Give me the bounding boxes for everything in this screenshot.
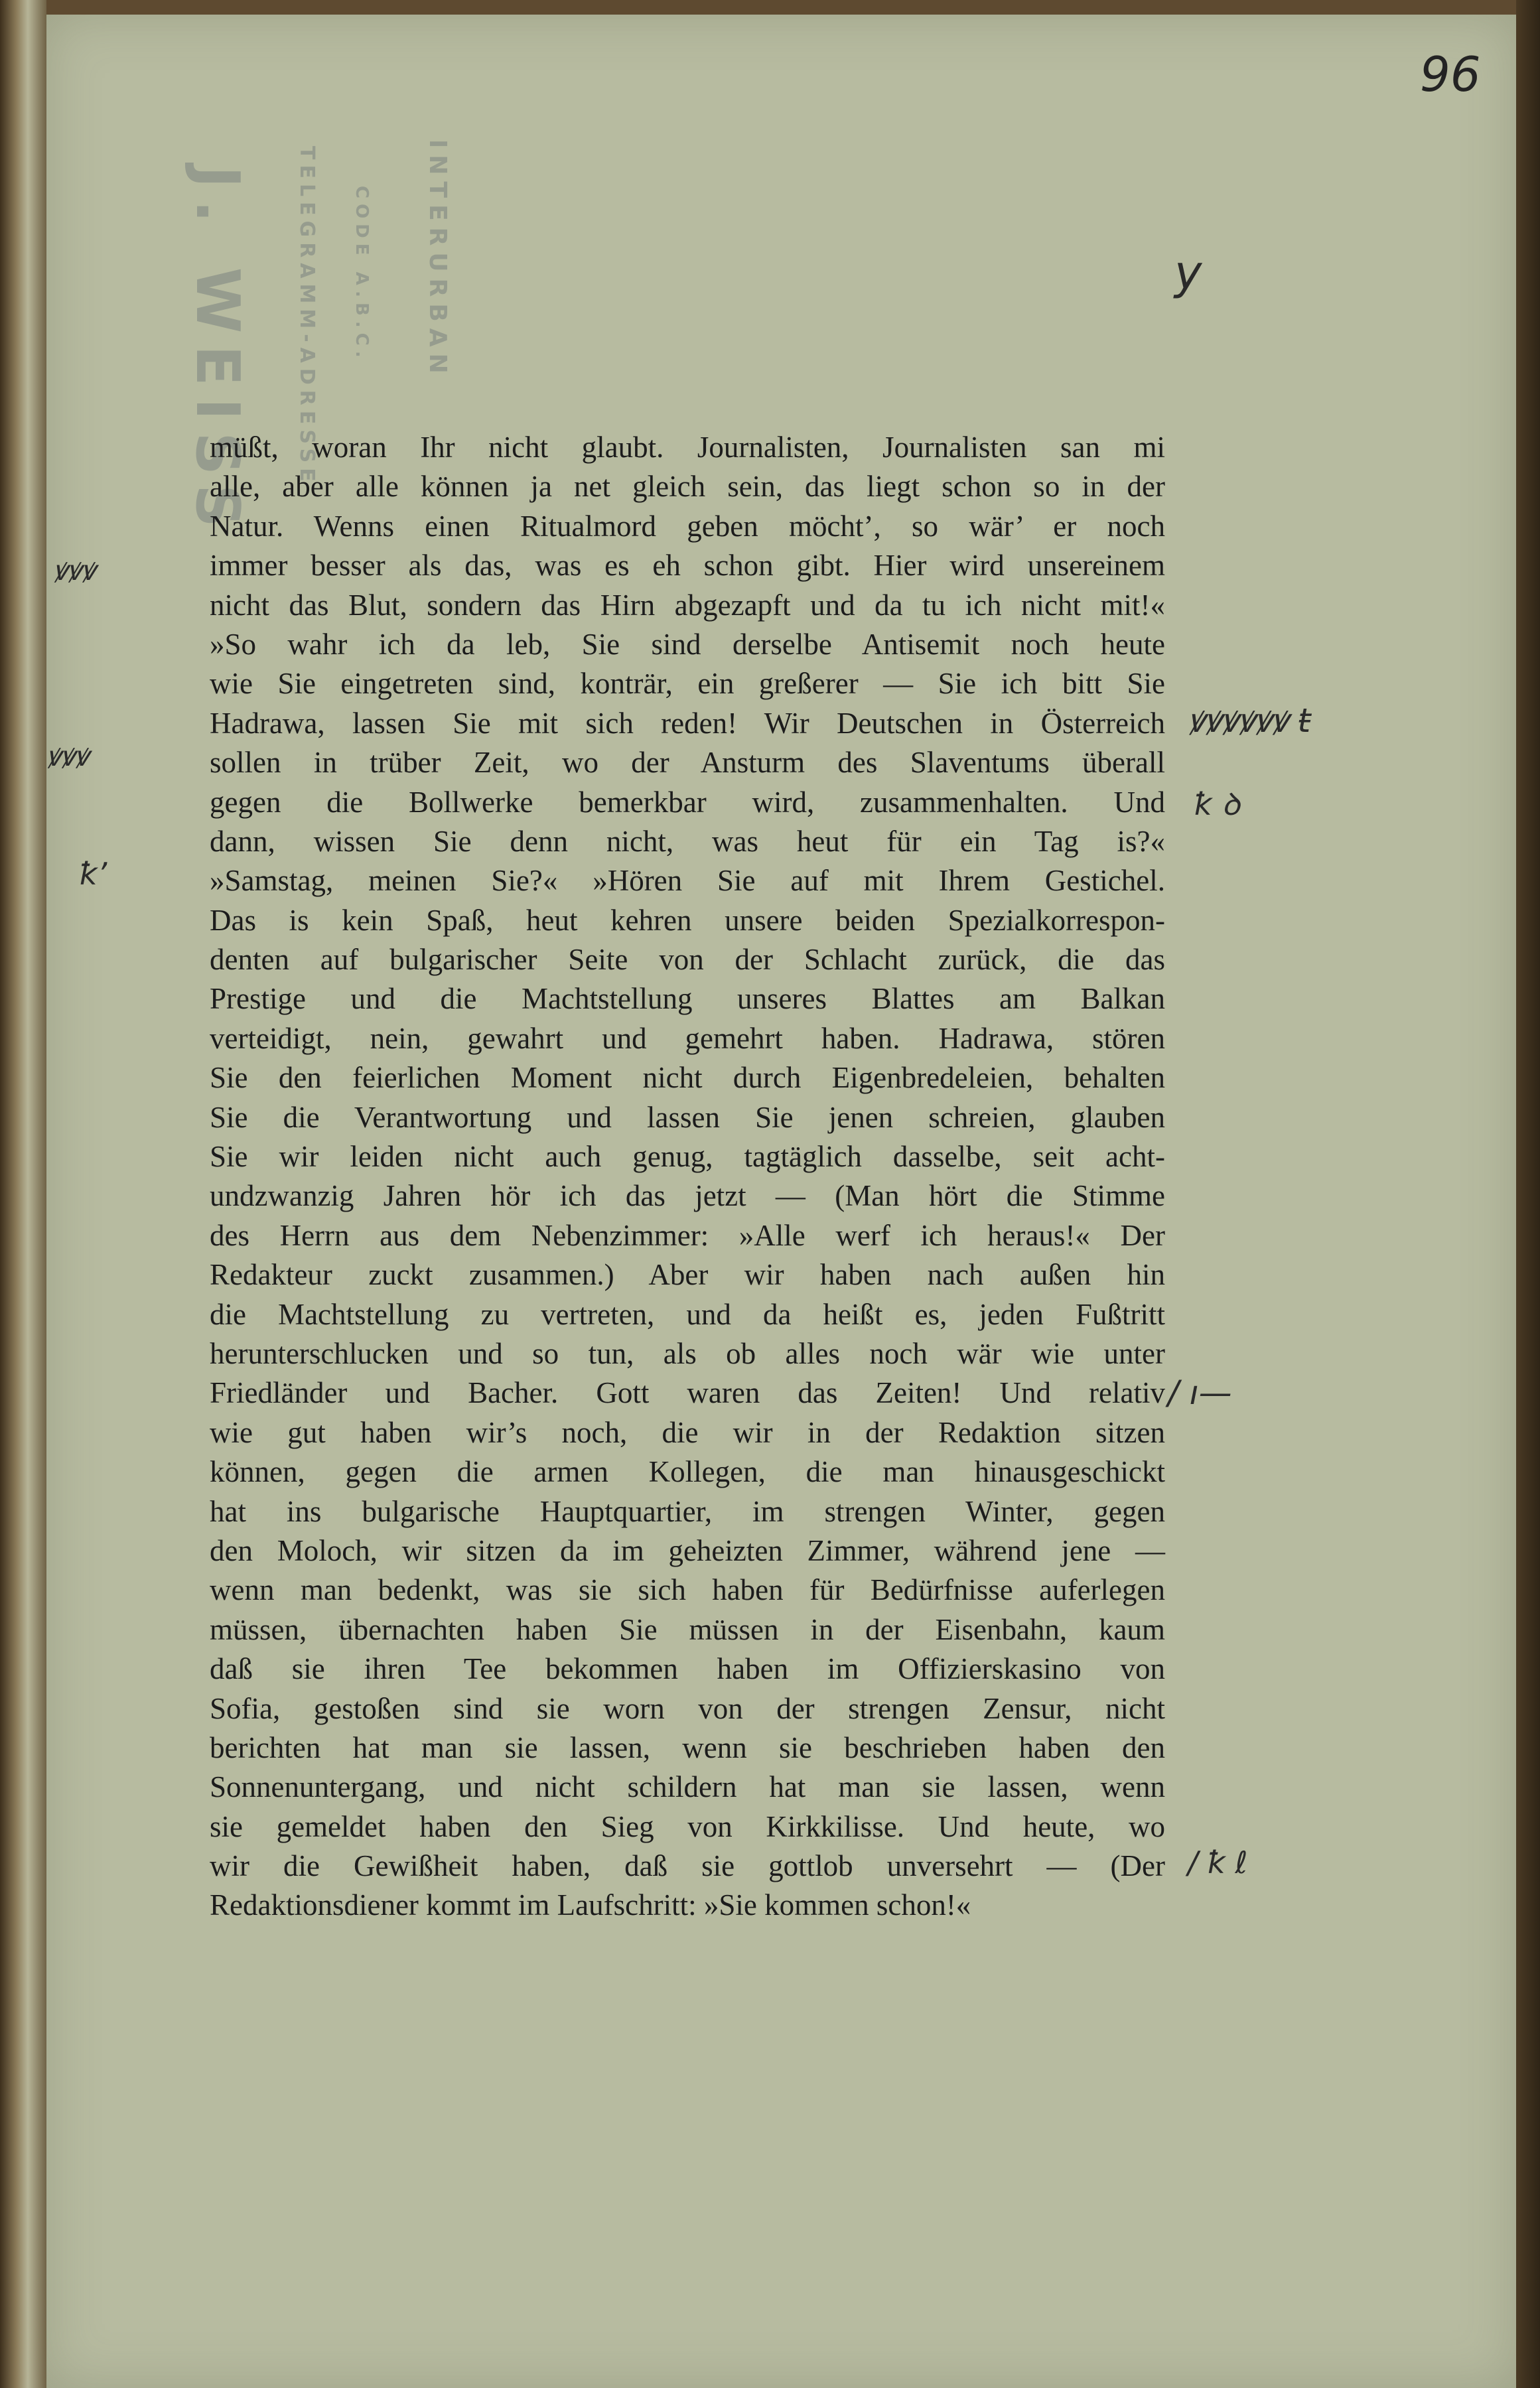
text-line: Redaktionsdiener kommt im Laufschritt: »Sie kommen schon!« bbox=[210, 1888, 971, 1922]
text-line: Prestige und die Machtstellung unseres Blattes am Balkan bbox=[210, 982, 1165, 1016]
text-line: wenn man bedenkt, was sie sich haben für Bedürfnisse auferlegen bbox=[210, 1573, 1165, 1607]
text-line: denten auf bulgarischer Seite von der Schlacht zurück, die das bbox=[210, 943, 1165, 977]
text-line: Sonnenuntergang, und nicht schildern hat man sie lassen, wenn bbox=[210, 1770, 1165, 1804]
text-line: Das is kein Spaß, heut kehren unsere beiden Spezialkorrespon- bbox=[210, 903, 1165, 937]
stamp-bleedthrough-small: TELEGRAMM-ADRESSE bbox=[295, 146, 318, 487]
text-line: wir die Gewißheit haben, daß sie gottlob unversehrt — (Der bbox=[210, 1849, 1165, 1883]
text-line: sie gemeldet haben den Sieg von Kirkkilisse. Und heute, wo bbox=[210, 1809, 1165, 1843]
margin-annotation: ꝁ’ bbox=[80, 856, 107, 892]
text-line: Sofia, gestoßen sind sie worn von der strengen Zensur, nicht bbox=[210, 1691, 1165, 1725]
margin-annotation: / ı— bbox=[1168, 1373, 1232, 1412]
margin-annotation: / ꝁ ℓ bbox=[1188, 1845, 1248, 1880]
text-line: des Herrn aus dem Nebenzimmer: »Alle werf ich heraus!« Der bbox=[210, 1218, 1165, 1252]
text-line: »Samstag, meinen Sie?« »Hören Sie auf mit Ihrem Gestichel. bbox=[210, 864, 1165, 898]
text-line: die Machtstellung zu vertreten, und da heißt es, jeden Fußtritt bbox=[210, 1297, 1165, 1331]
text-line: müssen, übernachten haben Sie müssen in der Eisenbahn, kaum bbox=[210, 1612, 1165, 1646]
text-line: Sie die Verantwortung und lassen Sie jenen schreien, glauben bbox=[210, 1100, 1165, 1134]
folio-number: 96 bbox=[1420, 46, 1481, 102]
text-line: hat ins bulgarische Hauptquartier, im strengen Winter, gegen bbox=[210, 1494, 1165, 1528]
margin-annotation: y bbox=[1174, 246, 1202, 300]
text-line: Redakteur zuckt zusammen.) Aber wir haben nach außen hin bbox=[210, 1258, 1165, 1292]
text-line: nicht das Blut, sondern das Hirn abgezapft und da tu ich nicht mit!« bbox=[210, 588, 1165, 622]
text-line: wie gut haben wir’s noch, die wir in der Redaktion sitzen bbox=[210, 1415, 1165, 1449]
stamp-bleedthrough-small: INTERURBAN bbox=[424, 139, 451, 380]
margin-annotation: ꝁ ꝺ bbox=[1194, 786, 1240, 822]
stamp-bleedthrough-large: J. WEISS bbox=[182, 166, 252, 539]
text-line: »So wahr ich da leb, Sie sind derselbe Antisemit noch heute bbox=[210, 627, 1165, 661]
text-line: undzwanzig Jahren hör ich das jetzt — (Man hört die Stimme bbox=[210, 1179, 1165, 1213]
margin-annotation: ꝟꝟꝟ bbox=[46, 740, 89, 772]
body-text bbox=[210, 428, 1165, 1926]
text-line: wie Sie eingetreten sind, konträr, ein greßerer — Sie ich bitt Sie bbox=[210, 667, 1165, 701]
binding-edge bbox=[0, 0, 46, 2388]
text-line: Hadrawa, lassen Sie mit sich reden! Wir Deutschen in Österreich bbox=[210, 706, 1165, 740]
stamp-bleedthrough-small: CODE A.B.C. bbox=[352, 186, 372, 363]
text-line: können, gegen die armen Kollegen, die man hinausgeschickt bbox=[210, 1455, 1165, 1489]
text-line: verteidigt, nein, gewahrt und gemehrt haben. Hadrawa, stören bbox=[210, 1021, 1165, 1055]
text-line: herunterschlucken und so tun, als ob alles noch wär wie unter bbox=[210, 1336, 1165, 1370]
text-line: dann, wissen Sie denn nicht, was heut für ein Tag is?« bbox=[210, 824, 1165, 858]
text-line: Natur. Wenns einen Ritualmord geben möcht’, so wär’ er noch bbox=[210, 509, 1165, 543]
text-line: müßt, woran Ihr nicht glaubt. Journalisten, Journalisten san mi bbox=[210, 431, 1165, 464]
margin-annotation: ꝟꝟꝟ bbox=[53, 554, 96, 587]
text-line: daß sie ihren Tee bekommen haben im Offizierskasino von bbox=[210, 1652, 1165, 1686]
text-line: gegen die Bollwerke bemerkbar wird, zusammenhalten. Und bbox=[210, 785, 1165, 819]
text-line: Sie wir leiden nicht auch genug, tagtäglich dasselbe, seit acht- bbox=[210, 1140, 1165, 1174]
text-line: Sie den feierlichen Moment nicht durch Eigenbredeleien, behalten bbox=[210, 1061, 1165, 1095]
page-edge bbox=[1516, 0, 1540, 2388]
text-line: alle, aber alle können ja net gleich sein, das liegt schon so in der bbox=[210, 470, 1165, 504]
text-line: sollen in trüber Zeit, wo der Ansturm des Slaventums überall bbox=[210, 746, 1165, 780]
text-line: den Moloch, wir sitzen da im geheizten Zimmer, während jene — bbox=[210, 1533, 1165, 1567]
margin-annotation: ꝟꝟꝟꝟꝟꝟ ŧ bbox=[1188, 701, 1312, 740]
text-line: immer besser als das, was es eh schon gibt. Hier wird unsereinem bbox=[210, 549, 1165, 583]
text-line: berichten hat man sie lassen, wenn sie beschrieben haben den bbox=[210, 1730, 1165, 1764]
text-line: Friedländer und Bacher. Gott waren das Zeiten! Und relativ bbox=[210, 1376, 1165, 1410]
